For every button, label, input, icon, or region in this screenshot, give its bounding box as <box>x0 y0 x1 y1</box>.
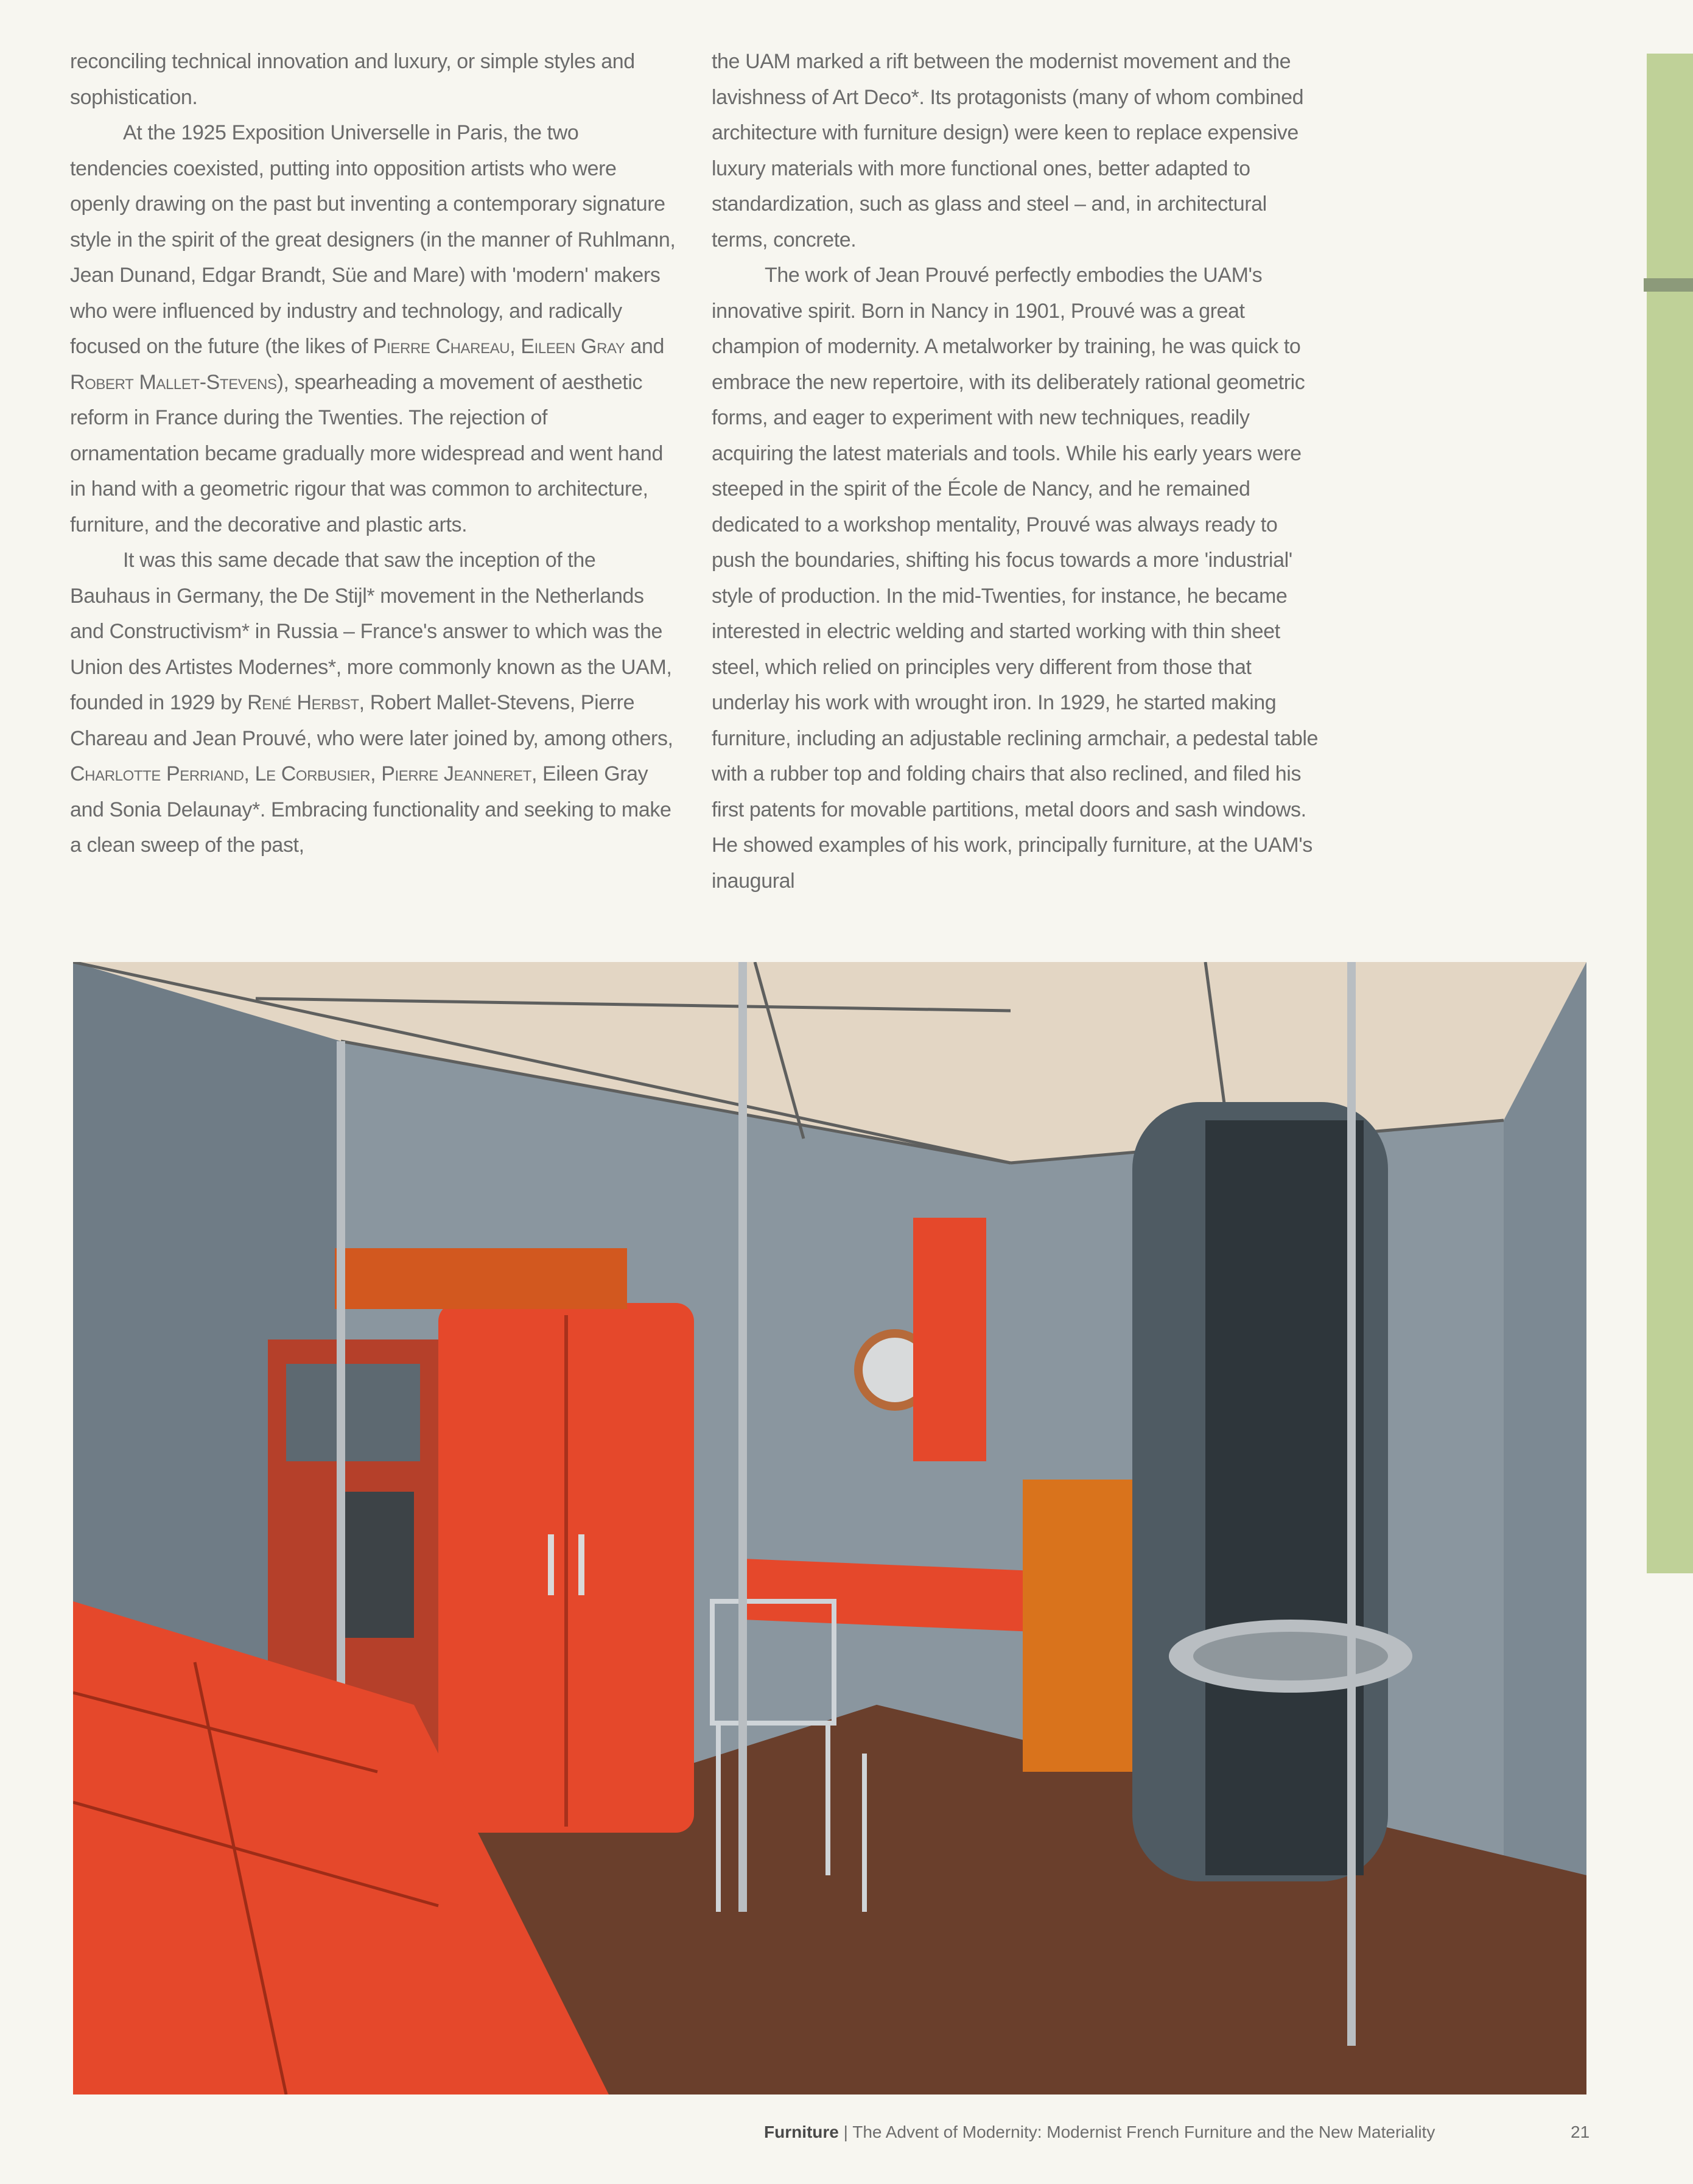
name-small-caps: Eileen Gray <box>521 335 625 358</box>
text-column-right <box>712 44 1327 899</box>
section-name: Furniture <box>764 2123 839 2141</box>
book-title: The Advent of Modernity: Modernist French Furniture and the New Materiality <box>852 2123 1435 2141</box>
name-small-caps: Pierre Jeanneret <box>381 762 531 785</box>
chapter-tab-marker <box>1644 278 1693 292</box>
name-small-caps: Le Corbusier <box>254 762 371 785</box>
paragraph: It was this same decade that saw the inception of the Bauhaus in Germany, the De Stijl* movement in the Netherlands and Constructivism* in Russia – France's answer to which was the Union des Artistes Modernes*, more commonly known as the UAM, founded in 1929 by René Herbst, Robert Mallet-Stevens, Pierre Chareau and Jean Prouvé, who were later joined by, among others, Charlotte Perriand, Le Corbusier, Pierre Jeanneret, Eileen Gray and Sonia Delaunay*. Embracing functionality and seeking to make a clean sweep of the past, <box>70 549 673 857</box>
paragraph: the UAM marked a rift between the modernist movement and the lavishness of Art Deco*. Its protagonists (many of whom combined architecture with furniture design) were keen to replace expensive luxury materials with more functional ones, better adapted to standardization, such as glass and steel – and, in architectural terms, concrete. <box>712 50 1304 251</box>
cabin-interior-illustration <box>73 962 1586 2094</box>
running-footer: Furniture | The Advent of Modernity: Modernist French Furniture and the New Materiality <box>764 2123 1435 2141</box>
name-small-caps: Robert Mallet-Stevens <box>70 370 277 394</box>
text-column-left <box>70 44 679 863</box>
page-number: 21 <box>1571 2123 1590 2141</box>
paragraph: At the 1925 Exposition Universelle in Paris, the two tendencies coexisted, putting into opposition artists who were openly drawing on the past but inventing a contemporary signature style in the spirit of the great designers (in the manner of Ruhlmann, Jean Dunand, Edgar Brandt, Süe and Mare) with 'modern' makers who were influenced by industry and technology, and radically focused on the future (the likes of Pierre Chareau, Eileen Gray and Robert Mallet-Stevens), spearheading a movement of aesthetic reform in France during the Twenties. The rejection of ornamentation became gradually more widespread and went hand in hand with a geometric rigour that was common to architecture, furniture, and the decorative and plastic arts. <box>70 121 676 536</box>
name-small-caps: Pierre Chareau <box>373 335 510 358</box>
paragraph: The work of Jean Prouvé perfectly embodies the UAM's innovative spirit. Born in Nancy in 1901, Prouvé was a great champion of modernity. A metalworker by training, he was quick to embrace the new repertoire, with its deliberately rational geometric forms, and eager to experiment with new techniques, readily acquiring the latest materials and tools. While his early years were steeped in the spirit of the École de Nancy, and he remained dedicated to a workshop mentality, Prouvé was always ready to push the boundaries, shifting his focus towards a more 'industrial' style of production. In the mid-Twenties, for instance, he became interested in electric welding and started working with thin sheet steel, which relied on principles very different from those that underlay his work with wrought iron. In 1929, he started making furniture, including an adjustable reclining armchair, a pedestal table with a rubber top and folding chairs that also reclined, and filed his first patents for movable partitions, metal doors and sash windows. He showed examples of his work, principally furniture, at the UAM's inaugural <box>712 264 1318 893</box>
paragraph: reconciling technical innovation and luxury, or simple styles and sophistication. <box>70 50 635 109</box>
name-small-caps: René Herbst <box>247 691 359 714</box>
name-small-caps: Charlotte Perriand <box>70 762 244 785</box>
